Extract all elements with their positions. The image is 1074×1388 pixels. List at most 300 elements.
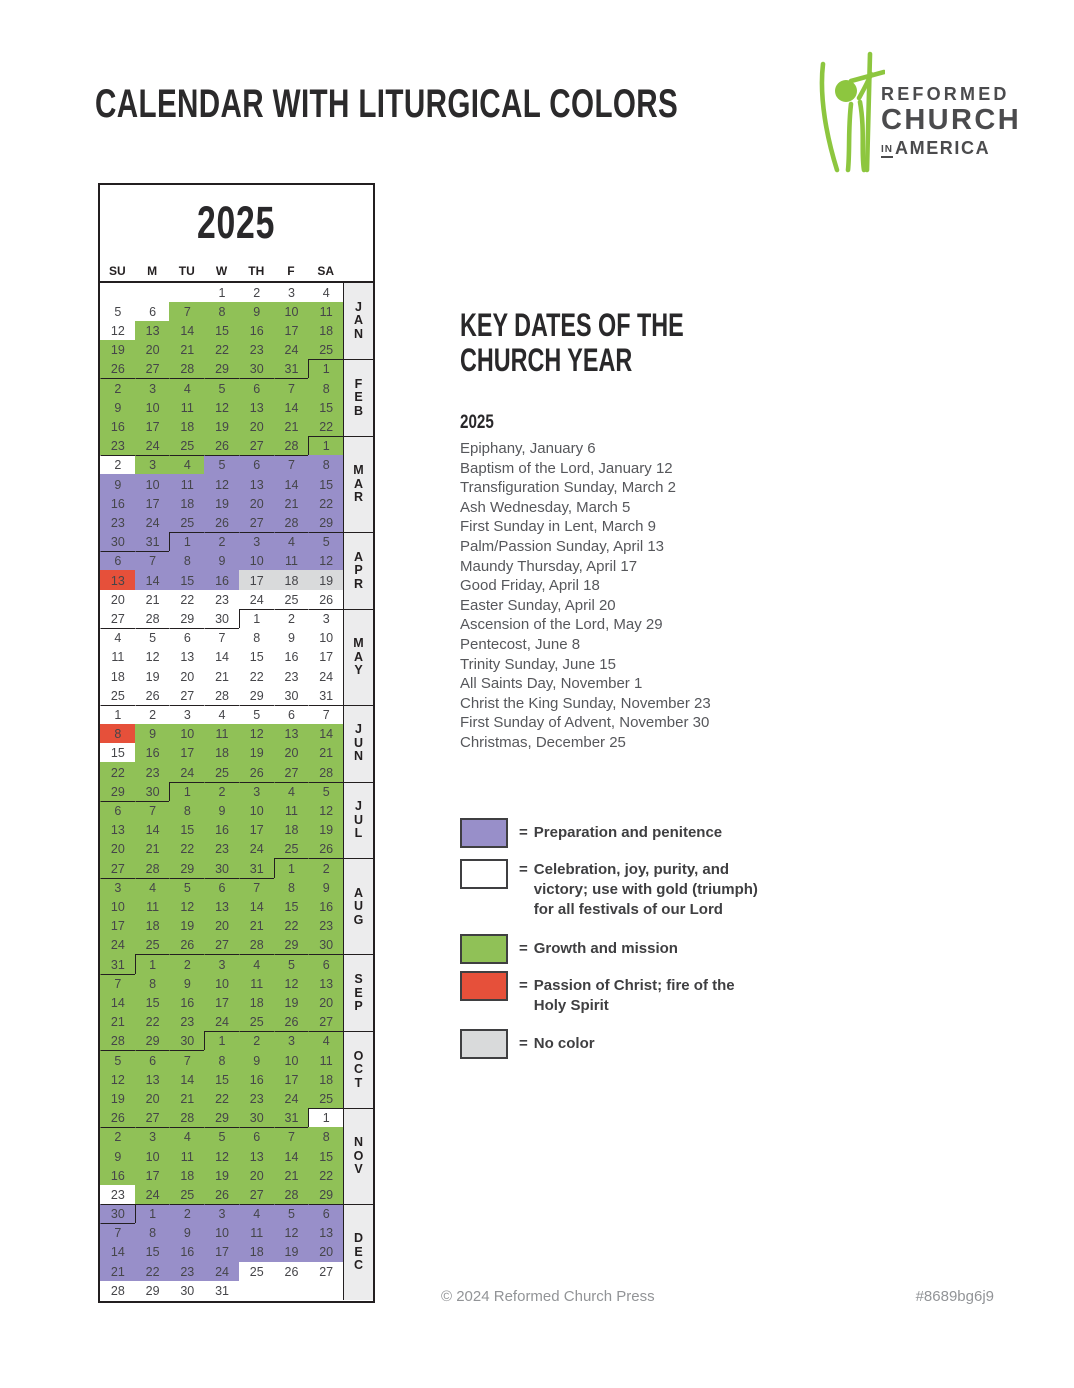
- dow-label: W: [215, 263, 228, 278]
- day-cell: 9: [204, 551, 239, 570]
- day-cell: 15: [239, 647, 274, 666]
- day-cell: 17: [204, 993, 239, 1012]
- calendar-week-row: [100, 436, 373, 455]
- day-cell: 7: [274, 378, 309, 397]
- day-cell: 29: [274, 935, 309, 954]
- month-label-jul: J U L: [344, 782, 373, 859]
- day-cell: 11: [169, 1146, 204, 1165]
- calendar-week-row: [100, 724, 373, 743]
- day-cell: 8: [169, 801, 204, 820]
- day-cell: 2: [239, 283, 274, 302]
- day-cell: 5: [308, 782, 343, 801]
- day-cell: 5: [169, 878, 204, 897]
- day-cell: 28: [274, 436, 309, 455]
- day-cell: 28: [135, 858, 170, 877]
- day-cell: 8: [274, 878, 309, 897]
- day-cell: 20: [100, 839, 135, 858]
- day-cell: 1: [204, 283, 239, 302]
- day-cell: 13: [204, 897, 239, 916]
- day-cell: 26: [274, 1012, 309, 1031]
- day-cell: 27: [100, 858, 135, 877]
- calendar-week-row: [100, 897, 373, 916]
- day-cell: 6: [274, 705, 309, 724]
- legend-swatch-red: [460, 971, 508, 1001]
- day-cell: 22: [135, 1012, 170, 1031]
- calendar-week-row: [100, 378, 373, 397]
- day-cell: 7: [169, 302, 204, 321]
- logo-in: IN: [881, 144, 893, 158]
- calendar-week-row: [100, 551, 373, 570]
- day-cell: 6: [239, 1127, 274, 1146]
- day-cell: 16: [274, 647, 309, 666]
- day-cell: 23: [239, 340, 274, 359]
- day-cell: 19: [135, 666, 170, 685]
- day-cell: 22: [239, 666, 274, 685]
- day-cell: 12: [239, 724, 274, 743]
- day-cell: 8: [308, 378, 343, 397]
- day-cell: 19: [100, 340, 135, 359]
- month-label-aug: A U G: [344, 858, 373, 954]
- logo-america: AMERICA: [895, 138, 991, 158]
- day-cell: 16: [100, 417, 135, 436]
- figure-head: [835, 80, 857, 102]
- day-cell: 22: [308, 417, 343, 436]
- day-cell: 17: [100, 916, 135, 935]
- day-cell: 23: [169, 1262, 204, 1281]
- legend-swatch-gray: [460, 1029, 508, 1059]
- day-cell: 7: [100, 974, 135, 993]
- logo-line-reformed: REFORMED: [881, 84, 1010, 104]
- legend-label: = Passion of Christ; fire of the Holy Spirit: [519, 977, 735, 1014]
- day-cell: 21: [274, 1166, 309, 1185]
- day-cell: 17: [308, 647, 343, 666]
- day-cell: 2: [135, 705, 170, 724]
- day-cell: 8: [135, 974, 170, 993]
- rca-figure-cross-icon: [815, 46, 885, 176]
- day-cell: 10: [169, 724, 204, 743]
- day-cell: 2: [308, 858, 343, 877]
- month-label-column: [343, 283, 373, 1301]
- day-cell: 5: [308, 532, 343, 551]
- day-cell: 18: [239, 1242, 274, 1261]
- calendar-week-row: [100, 494, 373, 513]
- day-cell: 19: [100, 1089, 135, 1108]
- day-cell: 2: [239, 1031, 274, 1050]
- day-cell: 1: [239, 609, 274, 628]
- month-label-oct: O C T: [344, 1031, 373, 1108]
- day-cell: 14: [274, 398, 309, 417]
- day-cell: 28: [204, 686, 239, 705]
- day-cell: 26: [274, 1262, 309, 1281]
- day-cell: 12: [274, 974, 309, 993]
- day-cell: 17: [274, 1070, 309, 1089]
- day-cell: 2: [204, 532, 239, 551]
- day-cell: 29: [308, 513, 343, 532]
- calendar-week-row: [100, 302, 373, 321]
- day-cell: 16: [308, 897, 343, 916]
- day-cell: 16: [204, 570, 239, 589]
- day-cell: 1: [169, 532, 204, 551]
- dow-label: F: [287, 263, 295, 278]
- day-cell: 2: [100, 455, 135, 474]
- day-cell: 2: [274, 609, 309, 628]
- month-label-may: M A Y: [344, 609, 373, 705]
- day-cell: 1: [308, 436, 343, 455]
- calendar-week-row: [100, 1281, 373, 1300]
- day-cell: 14: [100, 993, 135, 1012]
- dow-label: M: [147, 263, 158, 278]
- day-cell: 9: [274, 628, 309, 647]
- calendar-week-row: [100, 743, 373, 762]
- month-label-jun: J U N: [344, 705, 373, 782]
- day-cell: 31: [100, 954, 135, 973]
- day-cell: 9: [239, 302, 274, 321]
- day-cell: 7: [239, 878, 274, 897]
- day-cell: 17: [135, 1166, 170, 1185]
- day-cell: 20: [239, 1166, 274, 1185]
- day-cell: 29: [308, 1185, 343, 1204]
- day-cell: 5: [274, 1204, 309, 1223]
- day-cell: 11: [239, 1223, 274, 1242]
- day-cell: 15: [274, 897, 309, 916]
- day-cell: 29: [135, 1031, 170, 1050]
- day-cell: 25: [239, 1262, 274, 1281]
- day-cell: 3: [169, 705, 204, 724]
- day-cell: 16: [169, 1242, 204, 1261]
- day-cell: 18: [308, 1070, 343, 1089]
- day-cell: 11: [308, 302, 343, 321]
- day-cell: 7: [169, 1050, 204, 1069]
- day-cell: 25: [169, 436, 204, 455]
- calendar-week-row: [100, 801, 373, 820]
- day-cell: 11: [239, 974, 274, 993]
- day-cell: 26: [169, 935, 204, 954]
- day-cell: 12: [100, 1070, 135, 1089]
- calendar-week-row: [100, 666, 373, 685]
- day-cell: 8: [204, 1050, 239, 1069]
- key-date-item: Christ the King Sunday, November 23: [460, 694, 711, 712]
- legend-label: = Preparation and penitence: [519, 824, 723, 841]
- calendar-week-row: [100, 954, 373, 973]
- legend-item-purple: [460, 818, 722, 848]
- day-cell: 8: [169, 551, 204, 570]
- day-cell: 24: [274, 1089, 309, 1108]
- day-cell: 21: [135, 839, 170, 858]
- day-cell: 27: [169, 686, 204, 705]
- day-cell: 14: [135, 570, 170, 589]
- key-date-item: All Saints Day, November 1: [460, 675, 643, 693]
- calendar-week-row: [100, 455, 373, 474]
- day-cell: 30: [239, 359, 274, 378]
- day-cell: 25: [274, 839, 309, 858]
- day-cell: 28: [135, 609, 170, 628]
- day-cell: 21: [169, 340, 204, 359]
- day-cell: 15: [169, 820, 204, 839]
- day-cell: 10: [274, 1050, 309, 1069]
- calendar-week-row: [100, 359, 373, 378]
- day-cell: 13: [308, 974, 343, 993]
- day-cell: 30: [204, 609, 239, 628]
- day-cell: 3: [100, 878, 135, 897]
- day-cell: 24: [169, 762, 204, 781]
- day-cell: 12: [274, 1223, 309, 1242]
- day-cell: 18: [169, 1166, 204, 1185]
- day-cell: 5: [204, 1127, 239, 1146]
- calendar-week-row: [100, 513, 373, 532]
- day-cell: 14: [169, 1070, 204, 1089]
- day-cell: 8: [204, 302, 239, 321]
- key-date-item: Transfiguration Sunday, March 2: [460, 479, 676, 497]
- key-dates-list: [460, 439, 711, 753]
- day-cell: 8: [239, 628, 274, 647]
- day-cell: 13: [239, 398, 274, 417]
- day-cell: 15: [100, 743, 135, 762]
- day-cell: 5: [239, 705, 274, 724]
- calendar-week-row: [100, 590, 373, 609]
- day-cell: 20: [204, 916, 239, 935]
- calendar-week-row: [100, 858, 373, 877]
- day-cell: 29: [169, 609, 204, 628]
- day-cell: 19: [308, 570, 343, 589]
- day-cell: 11: [204, 724, 239, 743]
- day-cell: 5: [100, 302, 135, 321]
- key-date-item: Pentecost, June 8: [460, 635, 581, 653]
- day-cell: 25: [308, 340, 343, 359]
- day-cell: 20: [169, 666, 204, 685]
- day-cell: 23: [274, 666, 309, 685]
- day-cell: 23: [100, 513, 135, 532]
- day-cell: 1: [100, 705, 135, 724]
- logo-line-church: CHURCH: [881, 104, 1022, 136]
- day-cell: 14: [100, 1242, 135, 1261]
- day-cell: 4: [308, 1031, 343, 1050]
- day-cell: 24: [135, 513, 170, 532]
- calendar-week-row: [100, 974, 373, 993]
- day-cell: 19: [169, 916, 204, 935]
- day-cell: 15: [308, 1146, 343, 1165]
- day-cell: 26: [204, 436, 239, 455]
- page-title: CALENDAR WITH LITURGICAL COLORS: [95, 82, 679, 126]
- day-cell: 28: [100, 1281, 135, 1300]
- day-cell: 5: [274, 954, 309, 973]
- month-label-sep: S E P: [344, 954, 373, 1031]
- day-cell: 12: [204, 398, 239, 417]
- day-cell: 16: [239, 1070, 274, 1089]
- key-date-item: Ascension of the Lord, May 29: [460, 616, 663, 634]
- day-cell: 24: [204, 1012, 239, 1031]
- day-cell: 21: [274, 417, 309, 436]
- day-cell: 16: [239, 321, 274, 340]
- day-cell: 16: [100, 494, 135, 513]
- day-cell: 19: [308, 820, 343, 839]
- day-cell: 17: [274, 321, 309, 340]
- calendar-week-row: [100, 878, 373, 897]
- day-cell: 30: [274, 686, 309, 705]
- day-cell: 31: [239, 858, 274, 877]
- day-cell: 4: [308, 283, 343, 302]
- day-cell: 26: [239, 762, 274, 781]
- key-date-item: Trinity Sunday, June 15: [460, 655, 616, 673]
- day-cell: 11: [100, 647, 135, 666]
- day-of-week-row: [100, 261, 373, 283]
- copyright-text: © 2024 Reformed Church Press: [441, 1288, 655, 1305]
- day-cell: 2: [204, 782, 239, 801]
- day-cell: 11: [169, 474, 204, 493]
- day-cell: 3: [135, 378, 170, 397]
- day-cell: 23: [239, 1089, 274, 1108]
- day-cell: 11: [274, 551, 309, 570]
- day-cell: 2: [169, 1204, 204, 1223]
- day-cell: 6: [100, 551, 135, 570]
- day-cell: 4: [274, 532, 309, 551]
- day-cell: 27: [239, 513, 274, 532]
- day-cell: 22: [274, 916, 309, 935]
- day-cell: 30: [100, 532, 135, 551]
- day-cell: 4: [169, 378, 204, 397]
- day-cell: 16: [169, 993, 204, 1012]
- day-cell: 15: [308, 398, 343, 417]
- day-cell: 28: [100, 1031, 135, 1050]
- day-cell: 9: [308, 878, 343, 897]
- calendar-week-row: [100, 570, 373, 589]
- day-cell: 10: [239, 551, 274, 570]
- day-cell: 24: [204, 1262, 239, 1281]
- day-cell: 31: [204, 1281, 239, 1300]
- day-cell: 25: [204, 762, 239, 781]
- day-cell: 30: [239, 1108, 274, 1127]
- day-cell: 3: [239, 532, 274, 551]
- day-cell: 13: [100, 570, 135, 589]
- day-cell: 15: [204, 1070, 239, 1089]
- day-cell: 27: [204, 935, 239, 954]
- day-cell: 13: [135, 321, 170, 340]
- day-cell: 25: [169, 513, 204, 532]
- day-cell: 27: [239, 1185, 274, 1204]
- day-cell: 12: [169, 897, 204, 916]
- calendar-week-row: [100, 1070, 373, 1089]
- empty-cell: [308, 1281, 343, 1300]
- day-cell: 20: [239, 494, 274, 513]
- key-date-item: Good Friday, April 18: [460, 577, 600, 595]
- day-cell: 28: [169, 359, 204, 378]
- day-cell: 8: [308, 1127, 343, 1146]
- day-cell: 4: [100, 628, 135, 647]
- legend-label: = Celebration, joy, purity, and victory; use with gold (triumph) for all festivals of our Lord: [519, 861, 758, 918]
- day-cell: 27: [100, 609, 135, 628]
- day-cell: 22: [135, 1262, 170, 1281]
- day-cell: 17: [204, 1242, 239, 1261]
- day-cell: 2: [100, 1127, 135, 1146]
- calendar-week-row: [100, 609, 373, 628]
- day-cell: 6: [169, 628, 204, 647]
- month-label-dec: D E C: [344, 1204, 373, 1300]
- day-cell: 6: [239, 378, 274, 397]
- day-cell: 29: [239, 686, 274, 705]
- day-cell: 5: [100, 1050, 135, 1069]
- day-cell: 9: [239, 1050, 274, 1069]
- calendar-week-row: [100, 782, 373, 801]
- day-cell: 4: [274, 782, 309, 801]
- day-cell: 30: [204, 858, 239, 877]
- day-cell: 17: [169, 743, 204, 762]
- day-cell: 29: [169, 858, 204, 877]
- day-cell: 26: [100, 359, 135, 378]
- day-cell: 24: [308, 666, 343, 685]
- day-cell: 1: [204, 1031, 239, 1050]
- day-cell: 8: [308, 455, 343, 474]
- day-cell: 16: [204, 820, 239, 839]
- calendar-week-row: [100, 398, 373, 417]
- day-cell: 27: [135, 359, 170, 378]
- legend-item-green: [460, 934, 678, 964]
- calendar-week-row: [100, 839, 373, 858]
- day-cell: 13: [308, 1223, 343, 1242]
- day-cell: 10: [239, 801, 274, 820]
- empty-cell: [274, 1281, 309, 1300]
- day-cell: 12: [100, 321, 135, 340]
- calendar-year-header: [100, 185, 373, 261]
- legend-item-gray: [460, 1029, 595, 1059]
- calendar-week-row: [100, 1012, 373, 1031]
- calendar-week-row: [100, 1223, 373, 1242]
- day-cell: 13: [169, 647, 204, 666]
- day-cell: 23: [204, 839, 239, 858]
- day-cell: 26: [135, 686, 170, 705]
- calendar-week-row: [100, 647, 373, 666]
- day-cell: 12: [308, 801, 343, 820]
- calendar-week-row: [100, 1242, 373, 1261]
- day-cell: 21: [100, 1012, 135, 1031]
- calendar-grid: [100, 283, 373, 1301]
- day-cell: 29: [204, 1108, 239, 1127]
- day-cell: 20: [135, 1089, 170, 1108]
- day-cell: 20: [308, 1242, 343, 1261]
- month-label-jan: J A N: [353, 299, 364, 341]
- day-cell: 11: [135, 897, 170, 916]
- day-cell: 9: [135, 724, 170, 743]
- day-cell: 3: [204, 954, 239, 973]
- day-cell: 3: [239, 782, 274, 801]
- day-cell: 25: [135, 935, 170, 954]
- day-cell: 22: [100, 762, 135, 781]
- day-cell: 17: [135, 494, 170, 513]
- day-cell: 11: [274, 801, 309, 820]
- key-dates-heading-line2: CHURCH YEAR: [460, 342, 633, 378]
- day-cell: 5: [204, 378, 239, 397]
- day-cell: 9: [100, 1146, 135, 1165]
- day-cell: 22: [169, 839, 204, 858]
- dow-label: SU: [109, 263, 126, 278]
- day-cell: 12: [204, 1146, 239, 1165]
- day-cell: 7: [274, 1127, 309, 1146]
- day-cell: 22: [308, 1166, 343, 1185]
- day-cell: 2: [100, 378, 135, 397]
- key-date-item: Ash Wednesday, March 5: [460, 498, 631, 516]
- day-cell: 25: [239, 1012, 274, 1031]
- day-cell: 26: [204, 1185, 239, 1204]
- day-cell: 18: [204, 743, 239, 762]
- calendar-week-row: [100, 628, 373, 647]
- day-cell: 23: [308, 916, 343, 935]
- calendar-week-row: [100, 417, 373, 436]
- calendar-week-row: [100, 762, 373, 781]
- month-label-mar: M A R: [344, 436, 373, 532]
- day-cell: 24: [100, 935, 135, 954]
- day-cell: 24: [135, 1185, 170, 1204]
- day-cell: 27: [239, 436, 274, 455]
- day-cell: 14: [274, 1146, 309, 1165]
- day-cell: 7: [274, 455, 309, 474]
